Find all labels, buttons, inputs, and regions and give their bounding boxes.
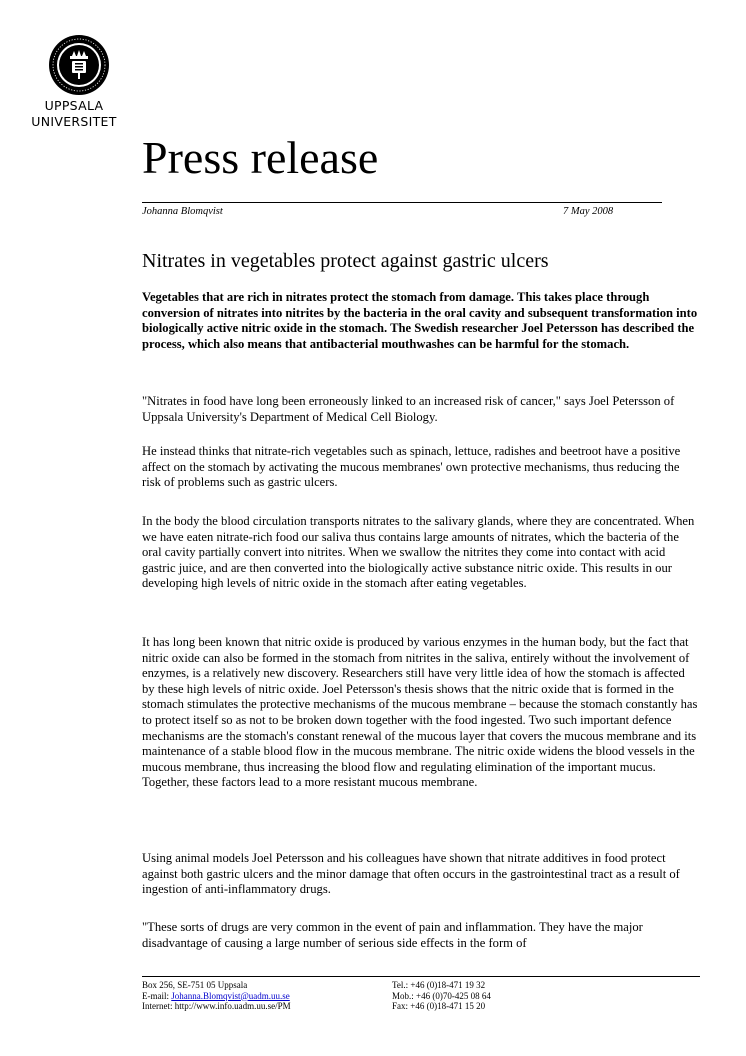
press-release-title: Press release [142, 132, 379, 183]
footer-fax: Fax: +46 (0)18-471 15 20 [392, 1001, 486, 1011]
article-headline: Nitrates in vegetables protect against gastric ulcers [142, 250, 549, 272]
university-name-line2: UNIVERSITET [31, 114, 117, 129]
university-name [4, 98, 144, 130]
article-paragraph-2: He instead thinks that nitrate-rich vegetables such as spinach, lettuce, radishes and beetroot have a positive affect on the stomach by activating the mucous membranes' own protective mechanisms, thus reducing the risk of problems such as gastric ulcers. [142, 444, 681, 490]
footer-mob: Mob.: +46 (0)70-425 08 64 [392, 990, 491, 1001]
university-seal-logo [48, 34, 110, 96]
article-paragraph-1: "Nitrates in food have long been erroneously linked to an increased risk of cancer," says Joel Petersson of Uppsala University's Department of Medical Cell Biology. [142, 394, 675, 424]
footer-email-link[interactable]: Johanna.Blomqvist@uadm.uu.se [171, 990, 290, 1001]
footer-contact-right [392, 980, 491, 1012]
footer-divider [142, 976, 700, 977]
footer-email-row [142, 991, 291, 1002]
author-name: Johanna Blomqvist [142, 206, 223, 217]
footer-contact-left [142, 980, 291, 1012]
article-paragraph-3: In the body the blood circulation transports nitrates to the salivary glands, where they are concentrated. When we have eaten nitrate-rich food our saliva thus contains large amounts of nitrates, which the bacteria of the oral cavity partially convert into nitrites. When we swallow the nitrites they come into contact with acid gastric juice, and are then converted into the biologically active substance nitric oxide. This results in our developing high levels of nitric oxide in the stomach after eating vegetables. [142, 514, 695, 591]
footer-internet: Internet: http://www.info.uadm.uu.se/PM [142, 1001, 291, 1011]
footer-email-label: E-mail: [142, 990, 172, 1001]
release-date: 7 May 2008 [563, 206, 614, 217]
footer-tel: Tel.: +46 (0)18-471 19 32 [392, 980, 486, 990]
article-paragraph-6: "These sorts of drugs are very common in the event of pain and inflammation. They have the major disadvantage of causing a large number of serious side effects in the form of [142, 920, 643, 950]
university-name-line1: UPPSALA [44, 98, 104, 113]
article-lead: Vegetables that are rich in nitrates protect the stomach from damage. This takes place through conversion of nitrates into nitrites by the bacteria in the oral cavity and subsequent transformation into biologically active nitric oxide in the stomach. The Swedish researcher Joel Petersson has described the process, which also means that antibacterial mouthwashes can be harmful for the stomach. [142, 290, 698, 351]
article-paragraph-5: Using animal models Joel Petersson and his colleagues have shown that nitrate additives in food protect against both gastric ulcers and the minor damage that often occurs in the gastrointestinal tract as a result of ingestion of anti-inflammatory drugs. [142, 851, 680, 897]
article-paragraph-4: It has long been known that nitric oxide is produced by various enzymes in the human body, but the fact that nitric oxide can also be formed in the stomach from nitrites in the saliva, entirely without the involvement of enzymes, is a relatively new discovery. Researchers still have very little idea of how the stomach is affected by these high levels of nitric oxide. Joel Petersson's thesis shows that the nitric oxide that is formed in the stomach stimulates the protective mechanisms of the mucous membrane – because the stomach constantly has to protect itself so as not to be broken down together with the food ingested. Two such important defence mechanisms are the stomach's constant renewal of the mucous layer that covers the mucous membrane and its maintenance of a stable blood flow in the mucous membrane. The nitric oxide widens the blood vessels in the mucous membrane, thus increasing the blood flow and regulating elimination of the important mucus. Together, these factors lead to a more resistant mucous membrane. [142, 635, 698, 790]
header-divider [142, 202, 662, 203]
footer-address: Box 256, SE-751 05 Uppsala [142, 980, 248, 990]
